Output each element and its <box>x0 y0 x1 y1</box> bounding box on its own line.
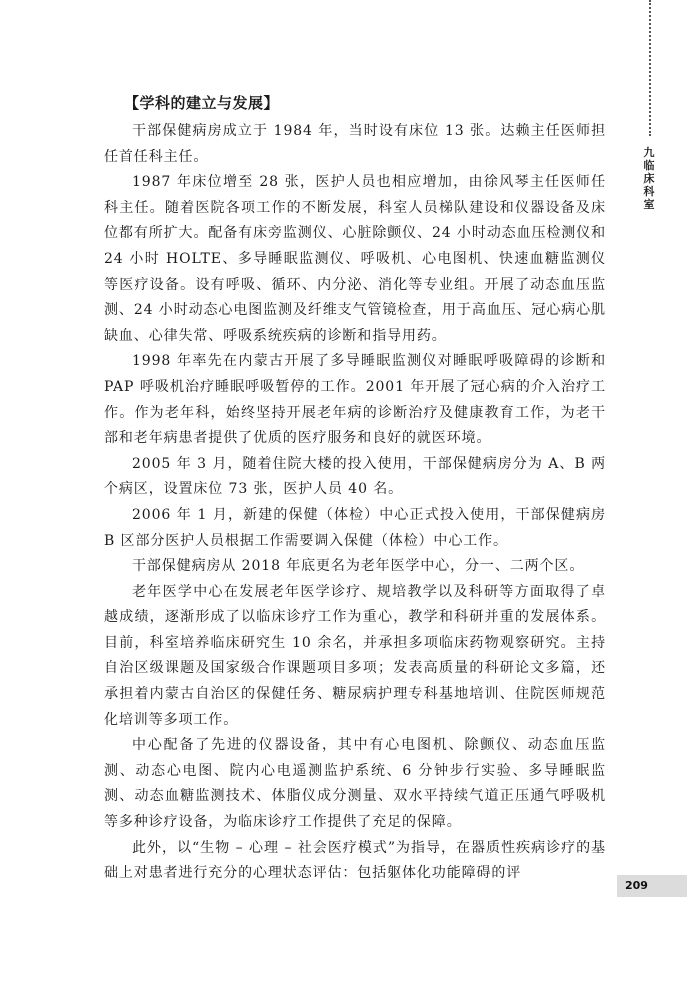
page-number: 209 <box>617 875 687 897</box>
paragraph: 中心配备了先进的仪器设备，其中有心电图机、除颤仪、动态血压监测、动态心电图、院内心电遥测监护系统、6 分钟步行实验、多导睡眠监测、动态血糖监测技术、体脂仪成分测量、双水平持续气道正压通气呼吸机等多种诊疗设备，为临床诊疗工作提供了充足的保障。 <box>104 737 606 831</box>
paragraph: 2005 年 3 月，随着住院大楼的投入使用，干部保健病房分为 A、B 两个病区，设置床位 73 张，医护人员 40 名。 <box>104 455 606 498</box>
paragraph: 老年医学中心在发展老年医学诊疗、规培教学以及科研等方面取得了卓越成绩，逐渐形成了以临床诊疗工作为重心，教学和科研并重的发展体系。目前，科室培养临床研究生 10 余名，并承担多项临床药物观察研究。主持自治区级课题及国家级合作课题项目多项；发表高质量的科研论文多篇，还承担着内蒙古自治区的保健任务、糖尿病护理专科基地培训、住院医师规范化培训等多项工作。 <box>104 583 606 728</box>
paragraph: 1998 年率先在内蒙古开展了多导睡眠监测仪对睡眠呼吸障碍的诊断和 PAP 呼吸机治疗睡眠呼吸暂停的工作。2001 年开展了冠心病的介入治疗工作。作为老年科，始终坚持开展老年病的诊断治疗及健康教育工作，为老干部和老年病患者提供了优质的医疗服务和良好的就医环境。 <box>104 353 606 447</box>
paragraph: 干部保健病房从 2018 年底更名为老年医学中心，分一、二两个区。 <box>132 558 585 575</box>
paragraph: 1987 年床位增至 28 张，医护人员也相应增加，由徐风琴主任医师任科主任。随着医院各项工作的不断发展，科室人员梯队建设和仪器设备及床位都有所扩大。配备有床旁监测仪、心脏除颤仪、24 小时动态血压检测仪和 24 小时 HOLTE、多导睡眠监测仪、呼吸机、心电图机、快速血糖监测仪等医疗设备。设有呼吸、循环、内分泌、消化等专业组。开展了动态血压监测、24 小时动态心电图监测及纤维支气管镜检查，用于高血压、冠心病心肌缺血、心律失常、呼吸系统疾病的诊断和指导用药。 <box>104 174 606 344</box>
chapter-title-char: 临 <box>643 159 655 172</box>
paragraph: 干部保健病房成立于 1984 年，当时设有床位 13 张。达赖主任医师担任首任科主任。 <box>104 123 606 165</box>
chapter-side-tab <box>641 146 657 211</box>
chapter-title-char: 床 <box>643 172 655 185</box>
side-dotted-rule <box>649 0 651 136</box>
paragraph: 2006 年 1 月，新建的保健（体检）中心正式投入使用，干部保健病房 B 区部分医护人员根据工作需要调入保健（体检）中心工作。 <box>104 506 606 549</box>
chapter-title-char: 室 <box>643 198 655 211</box>
chapter-number: 九 <box>643 146 655 159</box>
section-heading: 【学科的建立与发展】 <box>124 94 280 112</box>
chapter-title-char: 科 <box>643 185 655 198</box>
main-text <box>104 91 606 887</box>
paragraph: 此外，以“生物 – 心理 – 社会医疗模式”为指导，在器质性疾病诊疗的基础上对患者进行充分的心理状态评估：包括躯体化功能障碍的评 <box>104 839 606 882</box>
